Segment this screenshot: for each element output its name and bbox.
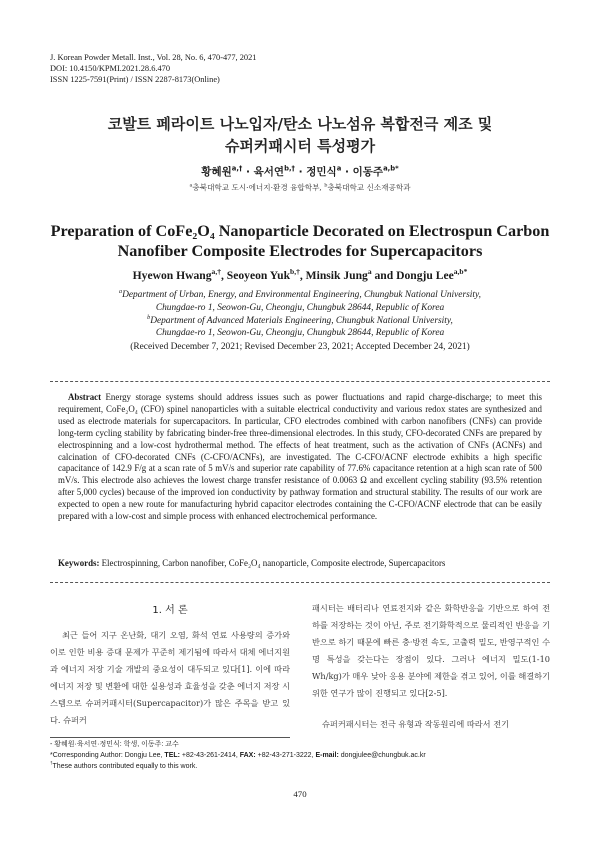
author-marker: a,b* bbox=[453, 267, 468, 277]
korean-author: 육서연 bbox=[253, 166, 285, 178]
affil-marker: b bbox=[147, 314, 151, 321]
korean-title-line-2: 슈퍼커패시터 특성평가 bbox=[224, 137, 376, 155]
english-title bbox=[0, 221, 600, 261]
affil-b-line-1: Department of Advanced Materials Engineering, Chungbuk National University, bbox=[150, 315, 453, 326]
english-author: Hyewon Hwang bbox=[132, 269, 212, 282]
author-marker: a bbox=[336, 164, 342, 173]
intro-right-paragraph-1: 패시터는 배터리나 연료전지와 같은 화학반응을 기반으로 하여 전하를 저장하는 것이 아닌, 주로 전기화학적으로 물리적인 반응을 기반으로 하기 때문에 빠른 충·방전 속도, 고출력 밀도, 반영구적인 수명 특성을 갖는다는 장점이 있다. 그러나 에너지 밀도(1-10 Wh/kg)가 매우 낮아 응용 분야에 제한을 겪고 있어, 이를 해결하기 위한 연구가 많이 진행되고 있다[2-5]. bbox=[312, 603, 550, 698]
abstract-text: Energy storage systems should address issues such as power fluctuations and rapid charge-discharge; to meet this requirement, CoFe₂O₄ (CFO) spinel nanoparticles with a suitable electrical conductivity and various redox states are synthesized and used as electrode materials for supercapacitors. In particular, CFO electrodes combined with carbon nanofibers (CNFs) can provide long-term cycling stability by fabricating binder-free three-dimensional electrodes. In this study, CFO-decorated CNFs are prepared by electrospinning and a low-cost hydrothermal method. The effects of heat treatment, such as the activation of CNFs (ACNFs) and calcination of CFO-decorated CNFs (C-CFO/ACNFs), are investigated. The C-CFO/ACNF electrode exhibits a high specific capacitance of 142.9 F/g at a scan rate of 5 mV/s and superior rate capability of 77.6% capacitance retention at a high scan rate of 500 mV/s. This electrode also achieves the lowest charge transfer resistance of 0.0063 Ω and excellent cycling stability (93.5% retention after 5,000 cycles) because of the improved ion conductivity by pathway formation and structural stability. The results of our work are expected to open a new route for manufacturing hybrid capacitor electrodes containing the C-CFO/ACNF electrode that can be easily prepared with a low-cost and simple process with enhanced electrochemical performance. bbox=[58, 392, 542, 522]
footnote-roles: - 황혜원·육서연·정민식: 학생, 이동주: 교수 bbox=[50, 741, 179, 748]
footnote-corresponding bbox=[50, 751, 550, 762]
english-affiliations bbox=[0, 289, 600, 340]
doi: DOI: 10.4150/KPMI.2021.28.6.470 bbox=[50, 64, 171, 74]
received-dates: (Received December 7, 2021; Revised December 23, 2021; Accepted December 24, 2021) bbox=[130, 342, 470, 352]
abstract-label: Abstract bbox=[68, 392, 102, 402]
abstract bbox=[58, 392, 542, 523]
korean-author: 정민식 bbox=[306, 166, 337, 178]
author-marker: a,† bbox=[231, 164, 243, 173]
tel-value: +82-43-261-2414, bbox=[179, 751, 240, 759]
korean-title-line-1: 코발트 페라이트 나노입자/탄소 나노섬유 복합전극 제조 및 bbox=[107, 115, 493, 133]
author-marker: a,† bbox=[211, 267, 221, 277]
intro-right-paragraph-2: 슈퍼커패시터는 전극 유형과 작동원리에 따라서 전기 bbox=[322, 719, 510, 729]
affil-b-line-2: Chungdae-ro 1, Seowon-Gu, Cheongju, Chungbuk 28644, Republic of Korea bbox=[155, 328, 445, 339]
author-separator: · bbox=[294, 166, 307, 178]
affil-a-line-1: Department of Urban, Energy, and Environmental Engineering, Chungbuk National University, bbox=[122, 290, 481, 300]
korean-author: 이동주 bbox=[352, 166, 384, 178]
email-value: dongjulee@chungbuk.ac.kr bbox=[338, 751, 426, 759]
email-label: E-mail: bbox=[315, 751, 339, 759]
author-marker: a,b* bbox=[383, 164, 399, 173]
abstract-bottom-rule bbox=[50, 582, 550, 583]
fax-value: +82-43-271-3222, bbox=[255, 751, 316, 759]
keywords-label: Keywords: bbox=[58, 558, 100, 568]
footnotes bbox=[50, 740, 550, 772]
affil-marker: a bbox=[119, 288, 123, 295]
korean-affil-b: 충북대학교 신소재공학과 bbox=[327, 183, 411, 192]
english-author: and Dongju Lee bbox=[371, 269, 454, 282]
korean-title bbox=[0, 113, 600, 157]
footnote-rule bbox=[50, 737, 290, 738]
korean-affil-a: 충북대학교 도시·에너지·환경 융합학부, bbox=[192, 183, 325, 192]
footnote-equal-contribution bbox=[50, 762, 550, 773]
author-separator: · bbox=[242, 166, 254, 178]
korean-authors bbox=[0, 164, 600, 179]
english-title-line-2: Nanofiber Composite Electrodes for Supercapacitors bbox=[117, 242, 483, 260]
english-authors bbox=[0, 269, 600, 282]
korean-affiliation bbox=[0, 182, 600, 193]
affil-a-line-2: Chungdae-ro 1, Seowon-Gu, Cheongju, Chungbuk 28644, Republic of Korea bbox=[155, 302, 445, 313]
keywords-text: Electrospinning, Carbon nanofiber, CoFe₂O₄ nanoparticle, Composite electrode, Supercapacitors bbox=[99, 558, 446, 568]
author-marker: b,† bbox=[290, 267, 300, 277]
issn: ISSN 1225-7591(Print) / ISSN 2287-8173(Online) bbox=[50, 75, 220, 85]
abstract-top-rule bbox=[50, 381, 550, 382]
intro-left-paragraph: 최근 들어 지구 온난화, 대기 오염, 화석 연료 사용량의 증가와 이로 인한 비용 증대 문제가 꾸준히 제기됨에 따라서 대체 에너지원과 에너지 저장 기술 개발의 중요성이 대두되고 있다[1]. 이에 따라 에너지 저장 및 변환에 대한 실용성과 효율성을 갖춘 에너지 저장 시스템으로 슈퍼커패시터(Supercapacitor)가 많은 주목을 받고 있다. 슈퍼커 bbox=[50, 630, 290, 725]
english-author: , Seoyeon Yuk bbox=[220, 269, 291, 282]
affiliation-a bbox=[0, 289, 600, 302]
equal-text: These authors contributed equally to this work. bbox=[52, 762, 198, 770]
english-author: , Minsik Jung bbox=[299, 269, 368, 282]
keywords bbox=[58, 558, 542, 568]
affil-marker: b bbox=[324, 182, 328, 189]
affil-marker: a bbox=[189, 182, 193, 189]
affiliation-b bbox=[0, 315, 600, 328]
author-separator: · bbox=[341, 166, 353, 178]
journal-citation: J. Korean Powder Metall. Inst., Vol. 28, No. 6, 470-477, 2021 bbox=[50, 53, 257, 62]
tel-label: TEL: bbox=[164, 751, 180, 759]
author-marker: a bbox=[367, 267, 372, 277]
journal-header bbox=[50, 52, 257, 86]
author-marker: b,† bbox=[284, 164, 295, 173]
english-title-line-1: Preparation of CoFe₂O₄ Nanoparticle Decorated on Electrospun Carbon bbox=[50, 222, 550, 240]
dagger-marker: † bbox=[50, 760, 53, 766]
fax-label: FAX: bbox=[239, 751, 256, 759]
page-number: 470 bbox=[293, 789, 307, 799]
corr-label: *Corresponding Author: Dongju Lee, bbox=[50, 751, 165, 759]
section-heading: 1. 서 론 bbox=[152, 605, 188, 616]
korean-author: 황혜원 bbox=[201, 166, 232, 178]
